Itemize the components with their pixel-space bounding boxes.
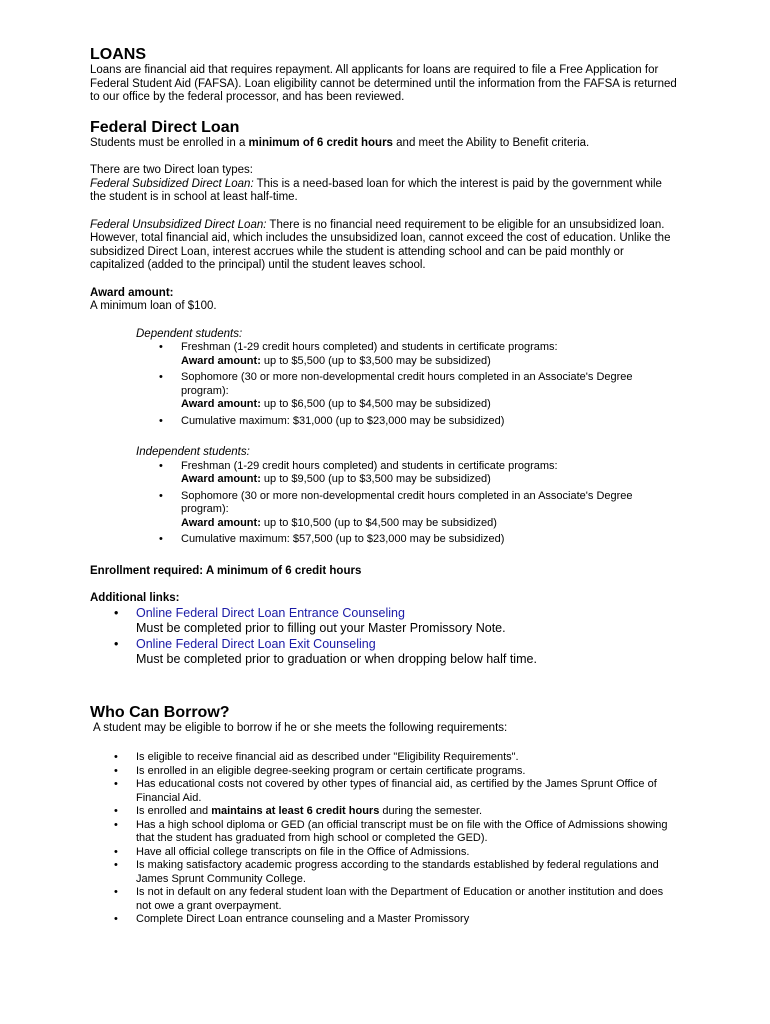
- enrollment-required: Enrollment required: A minimum of 6 credit hours: [90, 564, 362, 577]
- list-item: • Cumulative maximum: $31,000 (up to $23,000 may be subsidized): [181, 415, 680, 429]
- list-item: • Complete Direct Loan entrance counseling and a Master Promissory: [136, 913, 680, 927]
- list-item: • Is making satisfactory academic progress according to the standards established by federal regulations and James Sprunt Community College.: [136, 859, 680, 886]
- list-item: • Cumulative maximum: $57,500 (up to $23,000 may be subsidized): [181, 533, 680, 547]
- list-item: [136, 637, 680, 668]
- list-item: • Is enrolled in an eligible degree-seeking program or certain certificate programs.: [136, 765, 680, 779]
- who-can-borrow-title: Who Can Borrow?: [90, 703, 230, 721]
- list-item: • Sophomore (30 or more non-developmental credit hours completed in an Associate's Degree program): Award amount: up to $6,500 (up to $4,500 may be subsidized): [181, 371, 680, 412]
- direct-loan-requirement: Students must be enrolled in a minimum of 6 credit hours and meet the Ability to Benefit criteria.: [90, 136, 590, 149]
- award-amount-label: Award amount:: [90, 286, 174, 299]
- unsubsidized-loan-description: Federal Unsubsidized Direct Loan: There is no financial need requirement to be eligible for an unsubsidized loan. However, total financial aid, which includes the unsubsidized loan, cannot exceed the cost of education. Unlike the subsidized Direct Loan, interest accrues while the student is attending school and can be paid monthly or capitalized (added to the principal) until the student leaves school.: [90, 218, 671, 271]
- independent-award-list: [136, 460, 680, 547]
- independent-students-heading: Independent students:: [136, 446, 250, 458]
- dependent-students-heading: Dependent students:: [136, 327, 243, 340]
- loans-intro: Loans are financial aid that requires repayment. All applicants for loans are required to file a Free Application for Federal Student Aid (FAFSA). Loan eligibility cannot be determined until the information from the FAFSA is returned to our office by the federal processor, and has been reviewed.: [90, 64, 677, 103]
- loan-types-intro: There are two Direct loan types:: [90, 164, 253, 176]
- borrow-requirements-list: [90, 751, 680, 927]
- dependent-award-list: [136, 341, 680, 428]
- list-item: • Freshman (1-29 credit hours completed) and students in certificate programs: Award amount: up to $5,500 (up to $3,500 may be subsidized): [181, 341, 680, 368]
- list-item: [136, 606, 680, 637]
- exit-counseling-link[interactable]: Online Federal Direct Loan Exit Counseling: [136, 636, 376, 651]
- list-item: • Have all official college transcripts on file in the Office of Admissions.: [136, 846, 680, 860]
- entrance-counseling-note: Must be completed prior to filling out your Master Promissory Note.: [136, 621, 506, 635]
- list-item: • Has a high school diploma or GED (an official transcript must be on file with the Office of Admissions showing that the student has graduated from high school or completed the GED).: [136, 819, 680, 846]
- list-item: • Sophomore (30 or more non-developmental credit hours completed in an Associate's Degree program): Award amount: up to $10,500 (up to $4,500 may be subsidized): [181, 490, 680, 531]
- list-item: • Is not in default on any federal student loan with the Department of Education or another institution and does not owe a grant overpayment.: [136, 886, 680, 913]
- list-item: • Is eligible to receive financial aid as described under "Eligibility Requirements".: [136, 751, 680, 765]
- exit-counseling-note: Must be completed prior to graduation or when dropping below half time.: [136, 652, 537, 666]
- subsidized-loan-description: Federal Subsidized Direct Loan: This is a need-based loan for which the interest is paid by the government while the student is in school at least half-time.: [90, 177, 662, 203]
- additional-links-list: [90, 606, 680, 668]
- direct-loan-title: Federal Direct Loan: [90, 118, 240, 136]
- list-item: • Has educational costs not covered by other types of financial aid, as certified by the James Sprunt Office of Financial Aid.: [136, 778, 680, 805]
- additional-links-heading: Additional links:: [90, 592, 180, 604]
- entrance-counseling-link[interactable]: Online Federal Direct Loan Entrance Counseling: [136, 605, 405, 620]
- loans-title: LOANS: [90, 46, 146, 63]
- award-minimum: A minimum loan of $100.: [90, 300, 217, 312]
- list-item: • Freshman (1-29 credit hours completed) and students in certificate programs: Award amount: up to $9,500 (up to $3,500 may be subsidized): [181, 460, 680, 487]
- list-item: • Is enrolled and maintains at least 6 credit hours during the semester.: [136, 805, 680, 819]
- who-can-borrow-intro: A student may be eligible to borrow if he or she meets the following requirements:: [93, 721, 508, 734]
